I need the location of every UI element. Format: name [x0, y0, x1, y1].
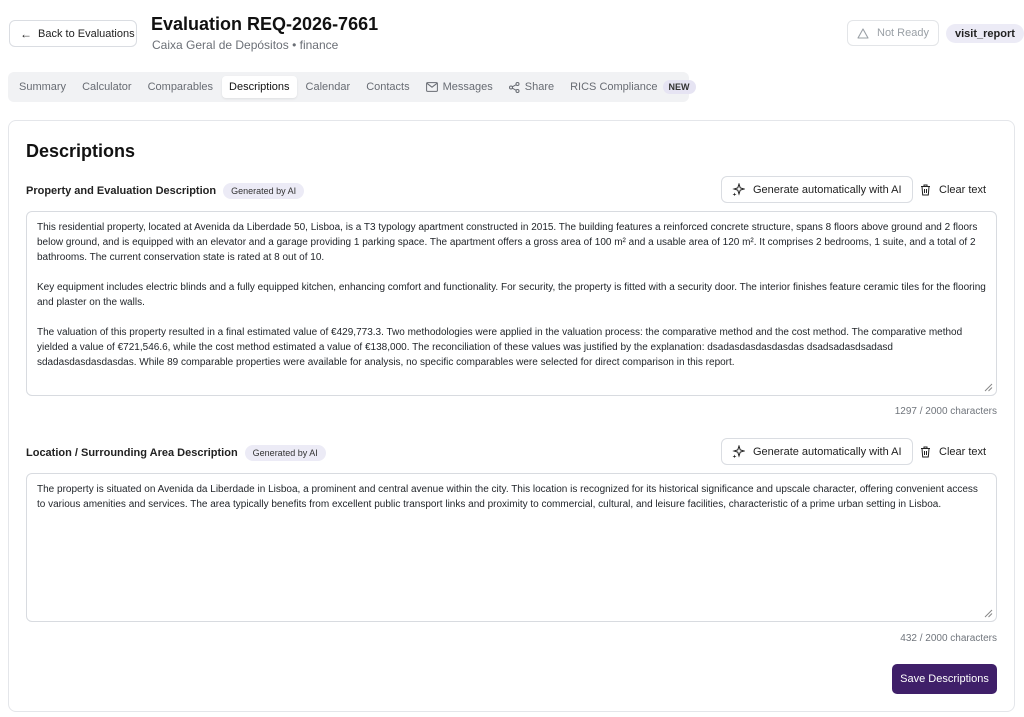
property-description-heading: [26, 183, 304, 199]
paragraph: This residential property, located at Avenida da Liberdade 50, Lisboa, is a T3 typology apartment constructed in 2015. The building features a reinforced concrete structure, spans 8 floors above ground and 2 floors below ground, and is equipped with an elevator and a garage providing 1 parking space. The apartment offers a gross area of 100 m² and a usable area of 120 m². It comprises 2 bedrooms, 1 suite, and a total of 2 bathrooms. The current conservation state is rated at 8 out of 10.: [37, 222, 978, 263]
tab-calculator[interactable]: [75, 76, 139, 98]
sparkles-icon: [732, 183, 745, 196]
share-icon: [509, 82, 520, 93]
paragraph: The valuation of this property resulted in a final estimated value of €429,773.3. Two methodologies were applied in the valuation process: the comparative method and the cost method. The comparative method yielded a value of €721,546.6, while the cost method estimated a value of €138,000. The reconciliation of these values was justified by the explanation: dsadasdasdasdasdas dsadsadasdsadasd sdadasdasdasdasdas. While 89 comparable properties were available for analysis, no specific comparables were selected for direct comparison in this report.: [37, 327, 963, 368]
arrow-left-icon: ←: [20, 26, 32, 41]
page-subtitle: Caixa Geral de Depósitos • finance: [152, 38, 339, 52]
generated-by-ai-badge: Generated by AI: [223, 183, 304, 199]
tab-label: Share: [524, 81, 555, 93]
tab-contacts[interactable]: [359, 76, 416, 98]
sparkles-icon: [732, 445, 745, 458]
tab-label: Contacts: [366, 81, 410, 93]
back-button-label: Back to Evaluations: [38, 27, 135, 40]
clear-text-button-location[interactable]: [920, 438, 986, 465]
save-descriptions-button[interactable]: Save Descriptions: [892, 664, 997, 694]
generate-label: Generate automatically with AI: [753, 183, 902, 196]
tab-summary[interactable]: [12, 76, 73, 98]
generate-ai-button-property[interactable]: [721, 176, 913, 203]
resize-handle-icon[interactable]: [983, 382, 993, 392]
tab-label: Summary: [19, 81, 67, 93]
tab-bar: [8, 72, 689, 102]
generate-ai-button-location[interactable]: [721, 438, 913, 465]
paragraph: Key equipment includes electric blinds and a fully equipped kitchen, enhancing comfort and functionality. For security, the property is fitted with a security door. The interior finishes feature ceramic tiles for the flooring and plaster on the walls.: [37, 282, 986, 308]
page-header: [0, 0, 1024, 68]
generated-by-ai-badge: Generated by AI: [245, 445, 326, 461]
property-description-label: Property and Evaluation Description: [26, 185, 217, 197]
new-badge: NEW: [663, 80, 696, 94]
tab-label: RICS Compliance: [570, 81, 658, 93]
tab-label: Calendar: [305, 81, 351, 93]
tab-calendar[interactable]: [299, 76, 358, 98]
page-title: Evaluation REQ-2026-7661: [151, 14, 379, 34]
status-not-ready-button[interactable]: [847, 20, 939, 46]
tab-descriptions[interactable]: [222, 76, 297, 98]
back-to-evaluations-button[interactable]: [9, 20, 137, 47]
location-description-label: Location / Surrounding Area Description: [26, 447, 238, 459]
tab-rics-compliance[interactable]: [563, 76, 702, 98]
property-description-textarea[interactable]: [26, 211, 997, 396]
tab-label: Calculator: [82, 81, 132, 93]
resize-handle-icon[interactable]: [983, 608, 993, 618]
paragraph: The property is situated on Avenida da Liberdade in Lisboa, a prominent and central avenue within the city. This location is recognized for its historical significance and upscale character, offering convenient access to various amenities and services. The area typically benefits from excellent public transport links and proximity to commercial, cultural, and leisure facilities, characteristic of a prime urban setting in Lisboa.: [37, 484, 978, 510]
trash-icon: [920, 184, 931, 196]
tab-label: Comparables: [147, 81, 214, 93]
warning-icon: [857, 28, 869, 39]
clear-label: Clear text: [939, 183, 987, 196]
clear-text-button-property[interactable]: [920, 176, 986, 203]
tab-messages[interactable]: [419, 76, 500, 98]
tab-comparables[interactable]: [141, 76, 220, 98]
tab-share[interactable]: [502, 76, 561, 98]
character-count: 432 / 2000 characters: [900, 633, 997, 644]
location-description-heading: [26, 445, 326, 461]
location-description-textarea[interactable]: [26, 473, 997, 622]
trash-icon: [920, 446, 931, 458]
mail-icon: [426, 82, 438, 92]
stage-badge: visit_report: [946, 24, 1024, 43]
tab-label: Descriptions: [229, 81, 290, 93]
generate-label: Generate automatically with AI: [753, 445, 902, 458]
tab-label: Messages: [442, 81, 493, 93]
section-title: Descriptions: [26, 141, 136, 161]
character-count: 1297 / 2000 characters: [894, 406, 997, 417]
descriptions-card: [8, 120, 1015, 712]
status-label: Not Ready: [877, 27, 929, 39]
clear-label: Clear text: [939, 445, 987, 458]
